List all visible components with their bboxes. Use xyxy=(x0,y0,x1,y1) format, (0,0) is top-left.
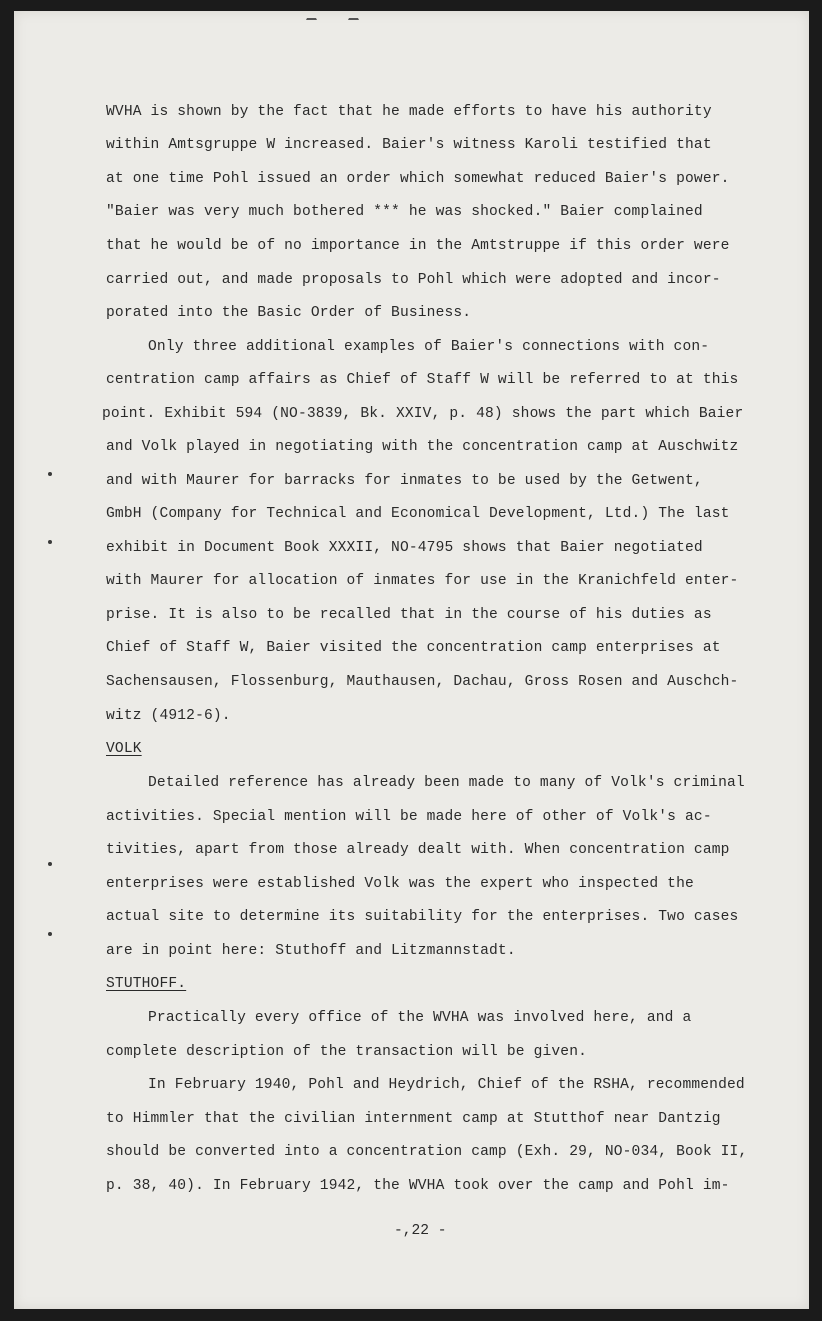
text-line: and with Maurer for barracks for inmates to be used by the Getwent, xyxy=(106,473,703,489)
section-heading-volk: VOLK xyxy=(106,741,142,757)
text-line: should be converted into a concentration camp (Exh. 29, NO-034, Book II, xyxy=(106,1144,748,1160)
document-page xyxy=(14,11,809,1309)
text-line: actual site to determine its suitability for the enterprises. Two cases xyxy=(106,909,739,925)
text-line: complete description of the transaction will be given. xyxy=(106,1044,588,1060)
text-line: In February 1940, Pohl and Heydrich, Chief of the RSHA, recommended xyxy=(148,1077,745,1093)
text-line: that he would be of no importance in the Amtstruppe if this order were xyxy=(106,238,730,254)
text-line: activities. Special mention will be made here of other of Volk's ac- xyxy=(106,809,712,825)
section-heading-stuthoff: STUTHOFF. xyxy=(106,976,187,992)
text-line: prise. It is also to be recalled that in the course of his duties as xyxy=(106,607,712,623)
text-line: enterprises were established Volk was the expert who inspected the xyxy=(106,876,694,892)
text-line: Sachensausen, Flossenburg, Mauthausen, Dachau, Gross Rosen and Auschch- xyxy=(106,674,739,690)
text-line: centration camp affairs as Chief of Staff W will be referred to at this xyxy=(106,372,739,388)
text-line: tivities, apart from those already dealt with. When concentration camp xyxy=(106,842,730,858)
text-line: "Baier was very much bothered *** he was shocked." Baier complained xyxy=(106,204,703,220)
text-line: carried out, and made proposals to Pohl which were adopted and incor- xyxy=(106,272,721,288)
text-line: Detailed reference has already been made to many of Volk's criminal xyxy=(148,775,745,791)
text-line: Chief of Staff W, Baier visited the concentration camp enterprises at xyxy=(106,640,721,656)
text-line: point. Exhibit 594 (NO-3839, Bk. XXIV, p. 48) shows the part which Baier xyxy=(102,406,744,422)
text-line: exhibit in Document Book XXXII, NO-4795 shows that Baier negotiated xyxy=(106,540,703,556)
page-number: -,22 - xyxy=(394,1223,447,1239)
text-line: WVHA is shown by the fact that he made efforts to have his authority xyxy=(106,104,712,120)
text-line: are in point here: Stuthoff and Litzmannstadt. xyxy=(106,943,516,959)
typed-text xyxy=(14,11,809,1309)
text-line: witz (4912-6). xyxy=(106,708,231,724)
text-line: p. 38, 40). In February 1942, the WVHA took over the camp and Pohl im- xyxy=(106,1178,730,1194)
text-line: GmbH (Company for Technical and Economical Development, Ltd.) The last xyxy=(106,506,730,522)
text-line: with Maurer for allocation of inmates for use in the Kranichfeld enter- xyxy=(106,573,739,589)
text-line: Only three additional examples of Baier's connections with con- xyxy=(148,339,710,355)
text-line: and Volk played in negotiating with the concentration camp at Auschwitz xyxy=(106,439,739,455)
text-line: to Himmler that the civilian internment camp at Stutthof near Dantzig xyxy=(106,1111,721,1127)
text-line: Practically every office of the WVHA was involved here, and a xyxy=(148,1010,692,1026)
text-line: porated into the Basic Order of Business. xyxy=(106,305,472,321)
text-line: within Amtsgruppe W increased. Baier's witness Karoli testified that xyxy=(106,137,712,153)
text-line: at one time Pohl issued an order which somewhat reduced Baier's power. xyxy=(106,171,730,187)
